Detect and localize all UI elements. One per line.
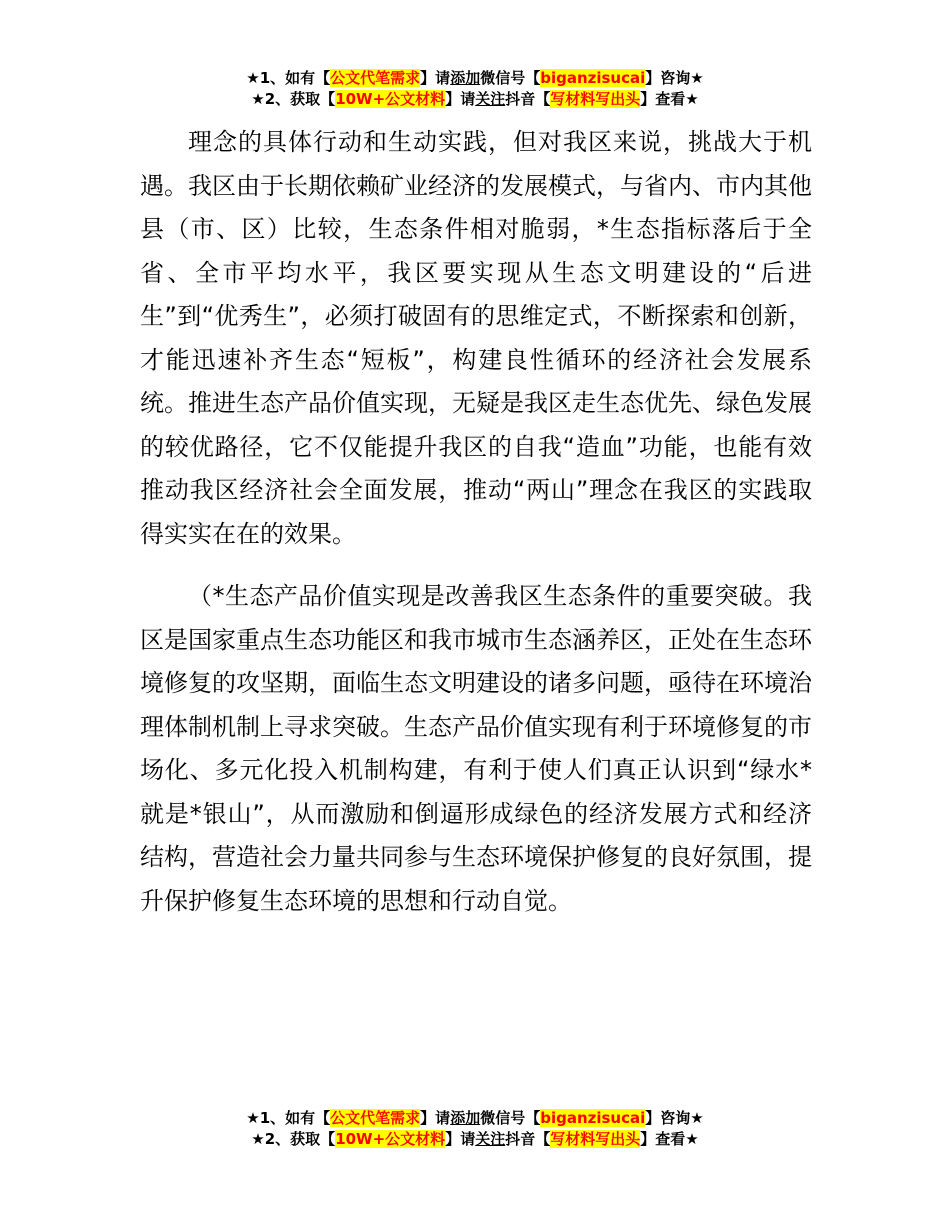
header-line2-mid1: 】请	[445, 90, 476, 108]
footer-line1-mid2: 微信号【	[480, 1109, 541, 1127]
header-line1-mid1: 】请	[420, 69, 451, 87]
header-line1-mid2: 微信号【	[480, 69, 541, 87]
header-line1-highlight-service: 公文代笔需求	[330, 69, 421, 87]
footer-line1-highlight-service: 公文代笔需求	[330, 1109, 421, 1127]
header-line1-prefix: ★1、如有【	[246, 69, 331, 87]
header-line2-highlight-materials: 10W+公文材料	[335, 90, 446, 108]
footer-line2-mid1: 】请	[445, 1130, 476, 1148]
footer-line1-mid1: 】请	[420, 1109, 451, 1127]
header-line1-suffix: 】咨询★	[645, 69, 704, 87]
footer-line1-suffix: 】咨询★	[645, 1109, 704, 1127]
footer-line1-highlight-wechat: biganzisucai	[540, 1109, 646, 1127]
footer-notice-line-1	[0, 1108, 950, 1129]
footer-notice	[0, 1108, 950, 1150]
footer-line2-prefix: ★2、获取【	[251, 1130, 336, 1148]
header-line2-prefix: ★2、获取【	[251, 90, 336, 108]
paragraph-2: （*生态产品价值实现是改善我区生态条件的重要突破。我区是国家重点生态功能区和我市城市生态涵养区，正处在生态环境修复的攻坚期，面临生态文明建设的诸多问题，亟待在环境治理体制机制上寻求突破。生态产品价值实现有利于环境修复的市场化、多元化投入机制构建，有利于使人们真正认识到“绿水*就是*银山”，从而激励和倒逼形成绿色的经济发展方式和经济结构，营造社会力量共同参与生态环境保护修复的良好氛围，提升保护修复生态环境的思想和行动自觉。	[140, 582, 812, 915]
footer-line2-suffix: 】查看★	[640, 1130, 699, 1148]
document-body	[140, 121, 812, 923]
footer-line2-highlight-douyin: 写材料写出头	[550, 1130, 641, 1148]
header-line2-mid2: 抖音【	[505, 90, 551, 108]
header-line1-highlight-wechat: biganzisucai	[540, 69, 646, 87]
paragraph-1: 理念的具体行动和生动实践，但对我区来说，挑战大于机遇。我区由于长期依赖矿业经济的发展模式，与省内、市内其他县（市、区）比较，生态条件相对脆弱，*生态指标落后于全省、全市平均水平，我区要实现从生态文明建设的“后进生”到“优秀生”，必须打破固有的思维定式，不断探索和创新，才能迅速补齐生态“短板”，构建良性循环的经济社会发展系统。推进生态产品价值实现，无疑是我区走生态优先、绿色发展的较优路径，它不仅能提升我区的自我“造血”功能，也能有效推动我区经济社会全面发展，推动“两山”理念在我区的实践取得实实在在的效果。	[140, 128, 812, 548]
header-notice-line-1	[0, 68, 950, 89]
footer-line2-underline: 关注	[475, 1130, 506, 1148]
header-line2-suffix: 】查看★	[640, 90, 699, 108]
header-line2-underline: 关注	[475, 90, 506, 108]
footer-line1-underline: 添加	[450, 1109, 481, 1127]
header-notice	[0, 68, 950, 110]
footer-notice-line-2	[0, 1129, 950, 1150]
footer-line2-mid2: 抖音【	[505, 1130, 551, 1148]
header-line2-highlight-douyin: 写材料写出头	[550, 90, 641, 108]
header-notice-line-2	[0, 89, 950, 110]
footer-line2-highlight-materials: 10W+公文材料	[335, 1130, 446, 1148]
header-line1-underline: 添加	[450, 69, 481, 87]
footer-line1-prefix: ★1、如有【	[246, 1109, 331, 1127]
